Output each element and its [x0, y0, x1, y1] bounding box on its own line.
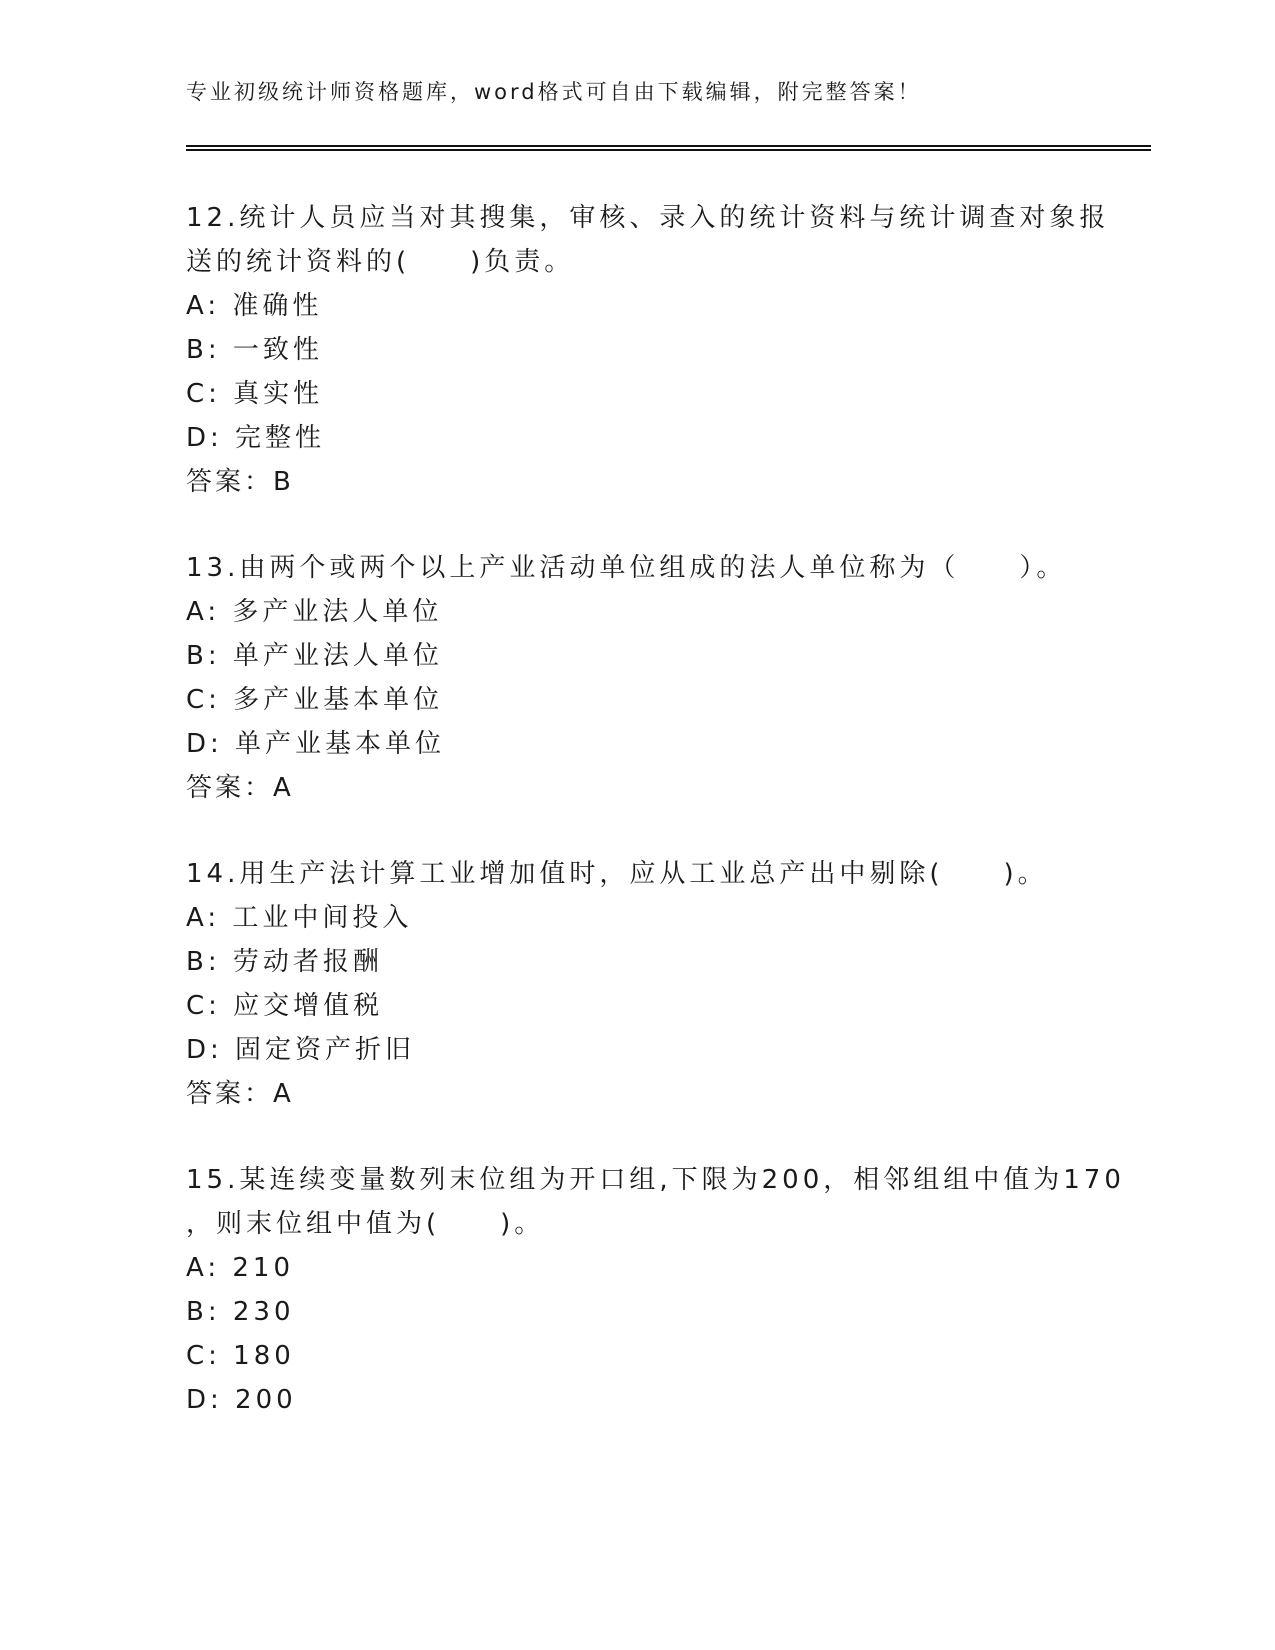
- option-d: D: 单产业基本单位: [186, 729, 446, 759]
- option-d: D: 200: [186, 1385, 297, 1415]
- option-a: A: 工业中间投入: [186, 903, 413, 933]
- option-c: C: 180: [186, 1341, 295, 1371]
- question-stem: 14.用生产法计算工业增加值时，应从工业总产出中剔除( )。: [186, 859, 1048, 889]
- question-stem: 15.某连续变量数列末位组为开口组,下限为200，相邻组组中值为170: [186, 1165, 1125, 1195]
- option-c: C: 真实性: [186, 379, 324, 409]
- question-stem: 12.统计人员应当对其搜集，审核、录入的统计资料与统计调查对象报: [186, 203, 1110, 233]
- question-stem-continued: 送的统计资料的( )负责。: [186, 247, 575, 277]
- question-stem-continued: ，则末位组中值为( )。: [186, 1209, 545, 1239]
- option-b: B: 一致性: [186, 335, 323, 365]
- option-a: A: 准确性: [186, 291, 323, 321]
- option-a: A: 210: [186, 1253, 294, 1283]
- option-b: B: 劳动者报酬: [186, 947, 383, 977]
- option-b: B: 单产业法人单位: [186, 641, 443, 671]
- answer: 答案：A: [186, 773, 294, 803]
- option-a: A: 多产业法人单位: [186, 597, 443, 627]
- option-d: D: 固定资产折旧: [186, 1035, 416, 1065]
- option-c: C: 应交增值税: [186, 991, 384, 1021]
- option-d: D: 完整性: [186, 423, 326, 453]
- header-divider-second: [186, 149, 1151, 151]
- option-c: C: 多产业基本单位: [186, 685, 444, 715]
- header-divider: [186, 145, 1151, 147]
- option-b: B: 230: [186, 1297, 295, 1327]
- answer: 答案：B: [186, 467, 294, 497]
- question-stem: 13.由两个或两个以上产业活动单位组成的法人单位称为（ ）。: [186, 553, 1067, 583]
- answer: 答案：A: [186, 1079, 294, 1109]
- document-header: 专业初级统计师资格题库，word格式可自由下载编辑，附完整答案！: [186, 80, 922, 104]
